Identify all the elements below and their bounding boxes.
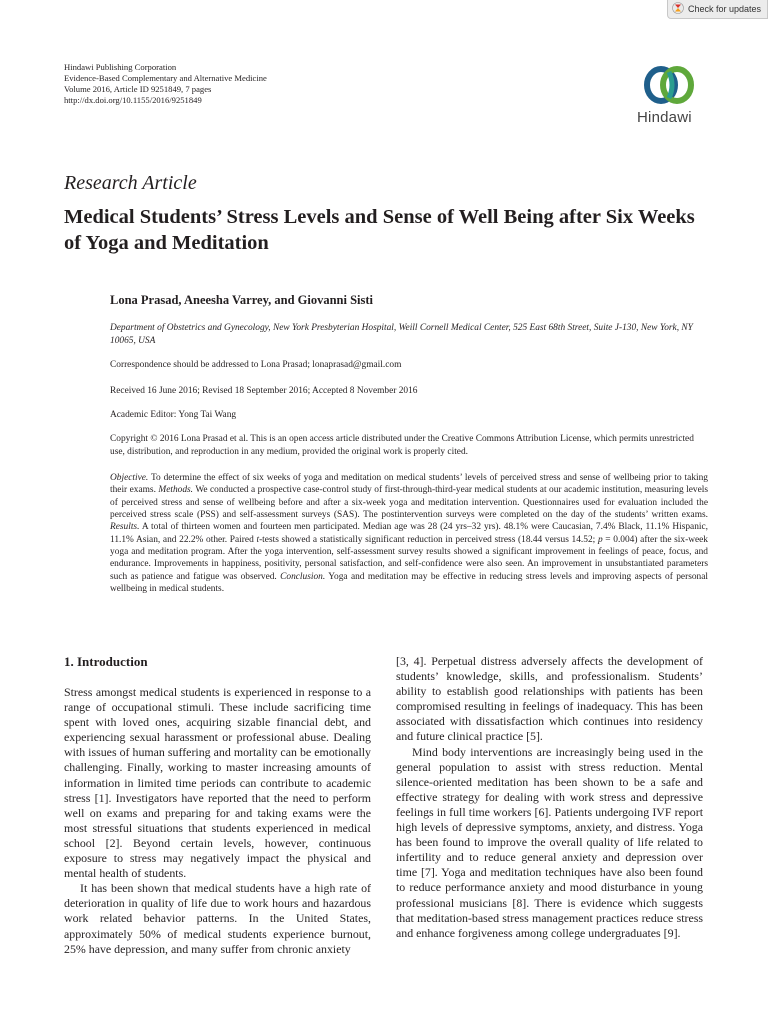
affiliation: Department of Obstetrics and Gynecology, New York Presbyterian Hospital, Weill Cornell Medical Center, 525 East 68th Street, Suite J-130, New York, NY 10065, USA xyxy=(110,323,693,346)
body-right-column xyxy=(396,654,703,941)
article-type: Research Article xyxy=(64,172,197,194)
paragraph: [3, 4]. Perpetual distress adversely affects the development of students’ knowledge, skills, and professionalism. Students’ ability to establish good relationships with patients has been compromised resulting in feelings of inadequacy. This has been associated with dissatisfaction which continues into residency and future clinical practice [5]. xyxy=(396,654,703,744)
abstract-results: A total of thirteen women and fourteen men participated. Median age was 28 (24 yrs–32 yrs). 48.1% were Caucasian, 7.4% Black, 11.1% Hispanic, 11.1% Asian, and 22.2% other. Paired xyxy=(110,522,708,545)
article-title: Medical Students’ Stress Levels and Sense of Well Being after Six Weeks of Yoga and Meditation xyxy=(64,206,695,254)
abstract-results-end: = 0.004) after the six-week yoga and meditation program. After the yoga intervention, self-assessment survey results showed a significant improvement in feelings of peace, focus, and endurance. Improvements in happiness, positivity, personal satisfaction, and self-confidence were also seen. An improvement in unsubstantiated parameters such as patience and fatigue was observed. xyxy=(110,534,708,582)
paragraph: It has been shown that medical students have a high rate of deterioration in quality of life due to work hours and hazardous work related behavior patterns. In the United States, approximately 50% of medical students experience burnout, 25% have depression, and many suffer from chronic anxiety xyxy=(64,881,371,956)
check-for-updates-label: Check for updates xyxy=(688,4,762,14)
abstract-conclusion-label: Conclusion. xyxy=(280,571,326,582)
hindawi-logo xyxy=(631,60,707,130)
check-for-updates-button[interactable] xyxy=(667,0,768,19)
correspondence: Correspondence should be addressed to Lona Prasad; lonaprasad@gmail.com xyxy=(110,360,402,370)
body-left-column xyxy=(64,685,371,957)
crossmark-icon xyxy=(672,2,684,16)
paragraph: Mind body interventions are increasingly being used in the general population to assist with stress reduction. Mental silence-oriented meditation has been shown to be a safe and effective strategy for dealing with work stress and depressive feelings in full time workers [6]. Patients undergoing IVF report high levels of depressive symptoms, anxiety, and distress. Yoga has been found to improve the overall quality of life related to infertility and to reduce general anxiety and depression over time [7]. Yoga and meditation techniques have also been found to reduce performance anxiety and mood disturbance in young professional musicians [8]. There is evidence which suggests that meditation-based stress management practices reduce stress and enhance forgiveness among college undergraduates [9]. xyxy=(396,744,703,940)
publisher: Hindawi Publishing Corporation xyxy=(64,62,177,72)
abstract-p-symbol: p xyxy=(597,534,603,545)
abstract-results-label: Results. xyxy=(110,522,140,533)
abstract-objective-label: Objective. xyxy=(110,473,149,483)
hindawi-logo-text: Hindawi xyxy=(637,109,692,126)
section-heading-introduction: 1. Introduction xyxy=(64,654,148,669)
hindawi-rings-icon xyxy=(631,60,707,108)
abstract-conclusion: Yoga and meditation may be effective in reducing stress levels and improving aspects of personal wellbeing in medical students. xyxy=(110,571,708,595)
doi-link[interactable]: http://dx.doi.org/10.1155/2016/9251849 xyxy=(64,95,202,105)
authors: Lona Prasad, Aneesha Varrey, and Giovanni Sisti xyxy=(110,293,374,307)
copyright-notice: Copyright © 2016 Lona Prasad et al. This is an open access article distributed under the Creative Commons Attribution License, which permits unrestricted use, distribution, and reproduction in any medium, provided the original work is properly cited. xyxy=(110,434,694,457)
journal-name: Evidence-Based Complementary and Alternative Medicine xyxy=(64,73,267,83)
abstract-methods-label: Methods. xyxy=(158,485,194,496)
abstract-methods: We conducted a prospective case-control study of first-through-third-year medical students at our academic institution, measuring levels of perceived stress and sense of wellbeing before and after a six-week yoga and meditation intervention. Questionnaires used for evaluation included the perceived stress scale (PSS) and self-assessment surveys (SAS). The postintervention surveys were completed on the day of the students’ written exams. xyxy=(110,485,709,521)
abstract xyxy=(110,472,708,595)
journal-info xyxy=(64,62,267,106)
paragraph: Stress amongst medical students is experienced in response to a range of occupational stimuli. These include sacrificing time spent with loved ones, acquiring sizable financial debt, and experiencing sexual harassment or professional abuse. Dealing with issues of human suffering and mortality can be emotionally challenging. Finally, working to master increasing amounts of information in limited time periods can contribute to academic stress [1]. Investigators have reported that the need to perform well on exams and preparing for and taking exams were the most stressful situations that students experienced in medical school [2]. Beyond certain levels, however, continuous exposure to stress may negatively impact the physical and mental health of students. xyxy=(64,685,371,881)
academic-editor: Academic Editor: Yong Tai Wang xyxy=(110,410,237,420)
abstract-objective: To determine the effect of six weeks of yoga and meditation on medical students’ levels of perceived stress and sense of wellbeing prior to taking their exams. xyxy=(110,473,708,496)
volume-info: Volume 2016, Article ID 9251849, 7 pages xyxy=(64,84,212,94)
abstract-results-cont: -tests showed a statistically significant reduction in perceived stress (18.44 versus 14.52; xyxy=(259,534,598,545)
abstract-t-symbol: t xyxy=(256,534,260,545)
article-dates: Received 16 June 2016; Revised 18 September 2016; Accepted 8 November 2016 xyxy=(110,386,418,396)
